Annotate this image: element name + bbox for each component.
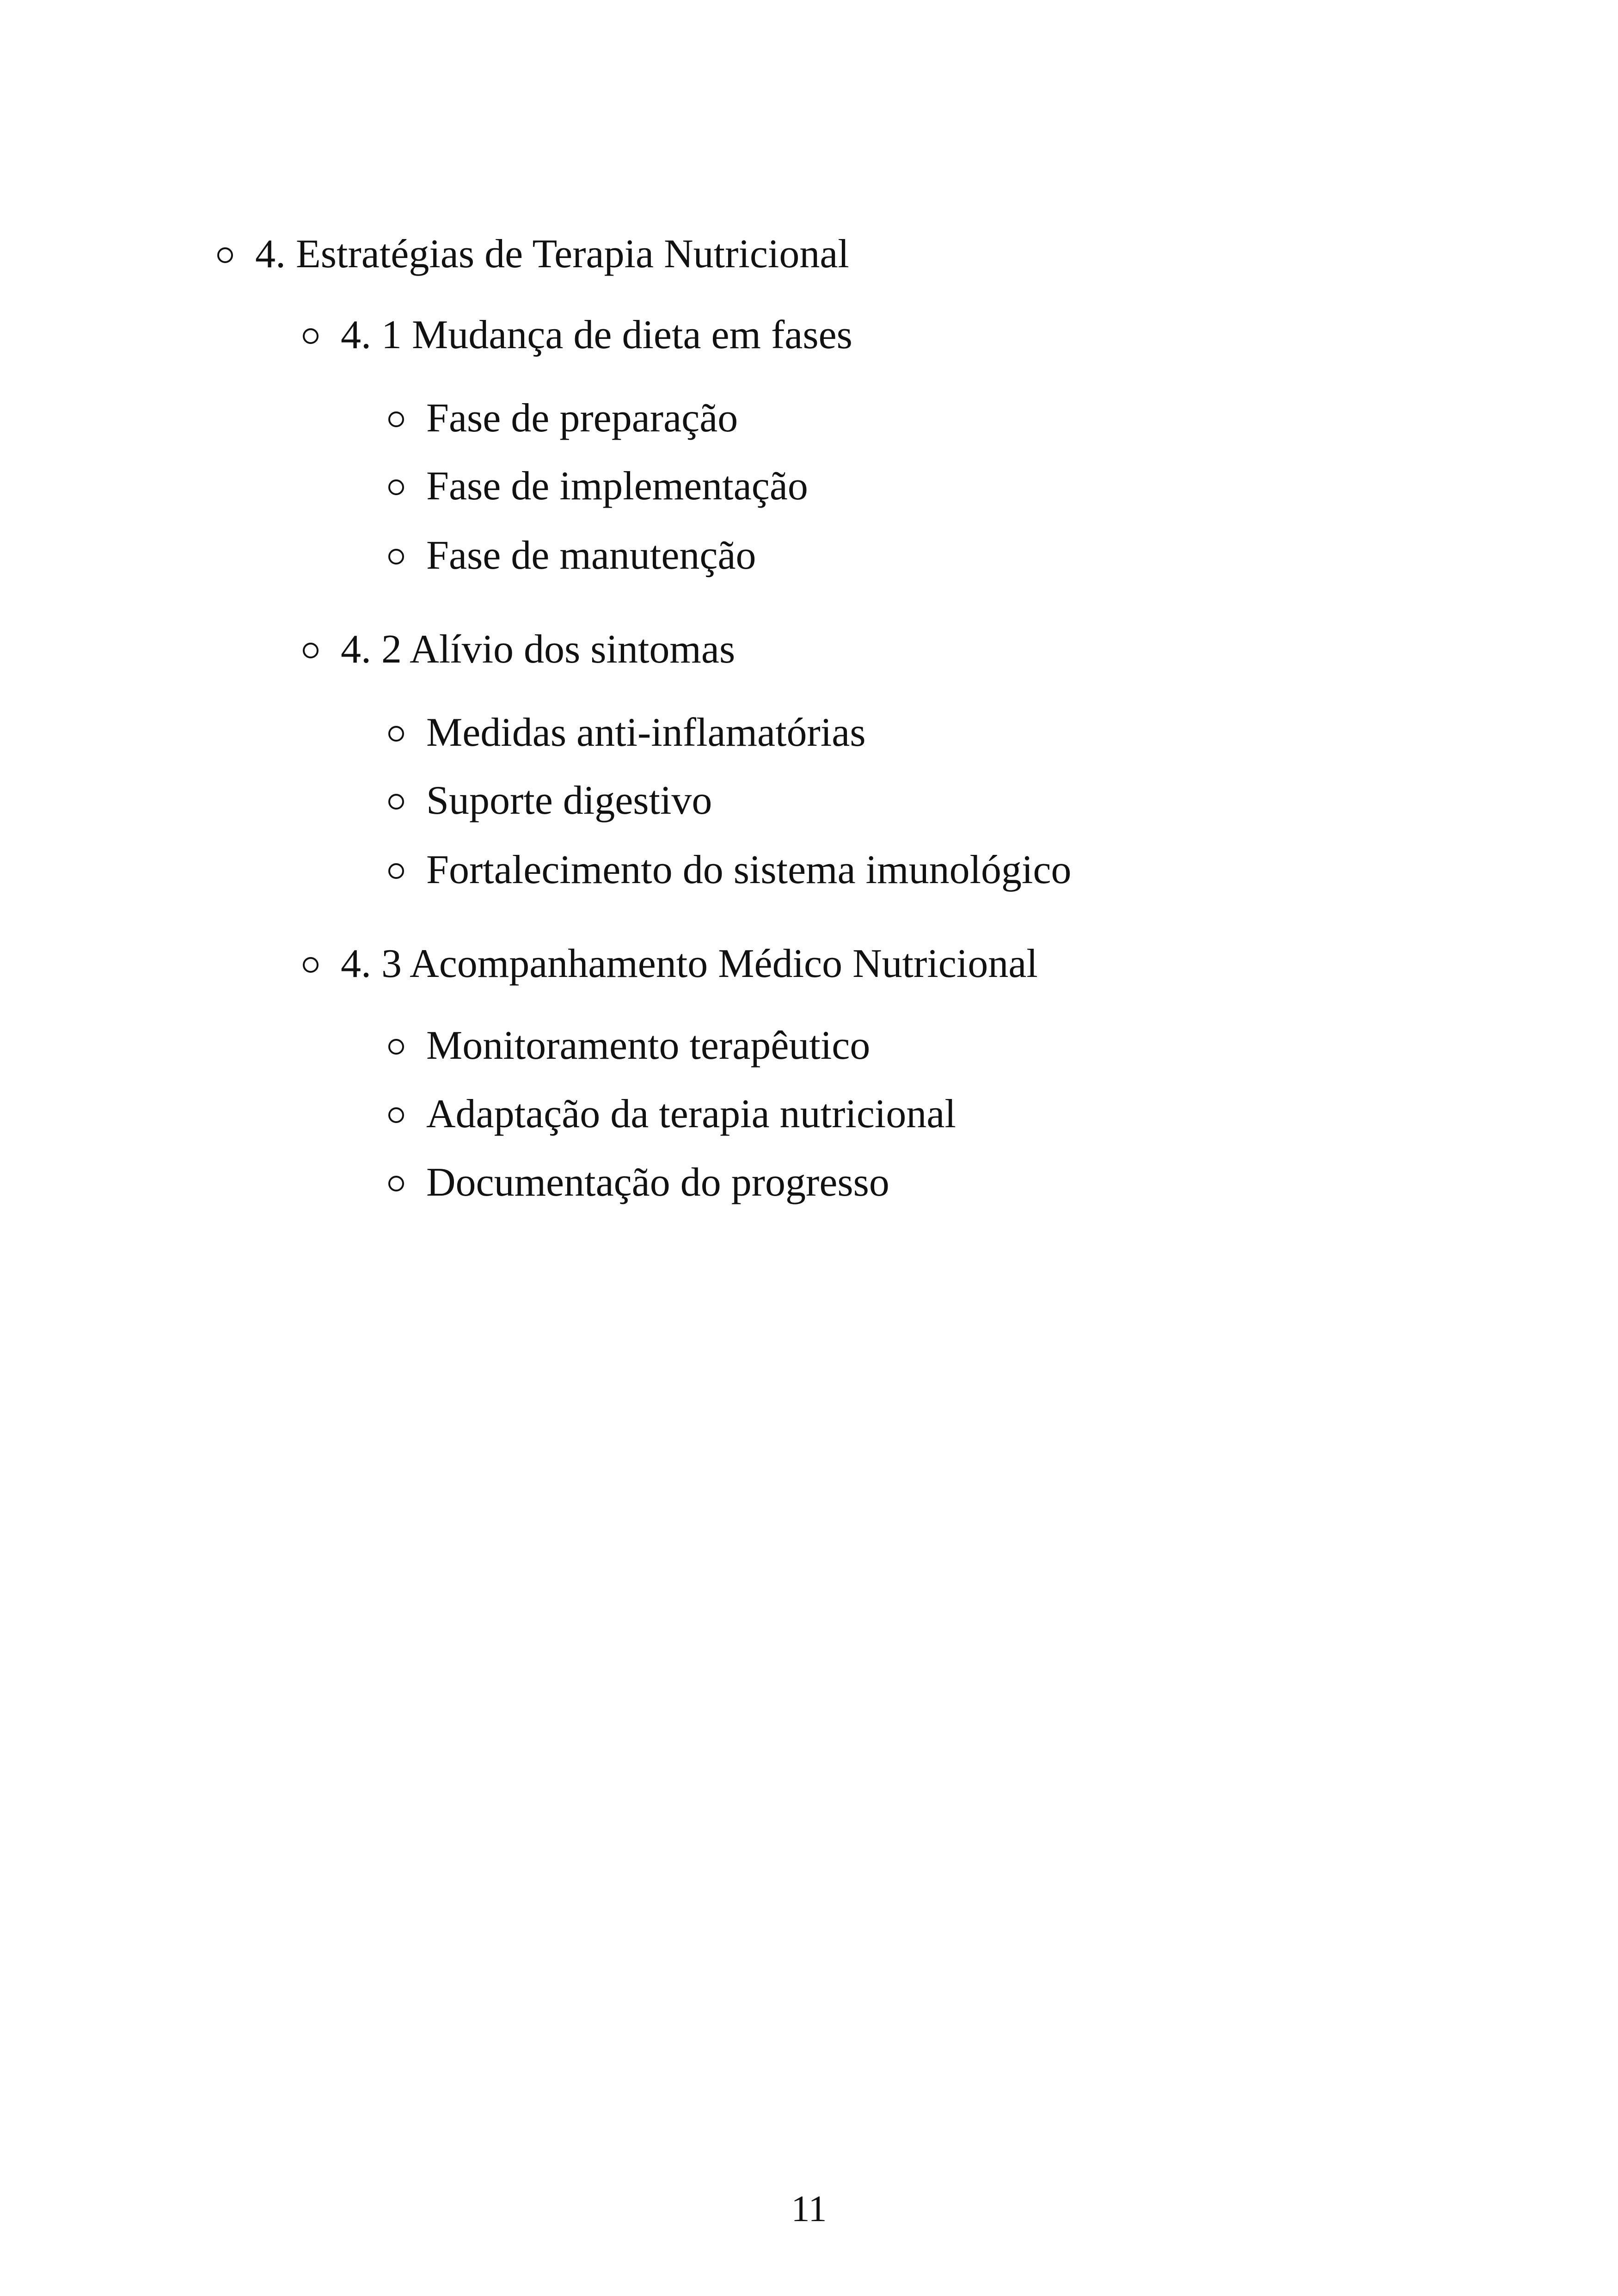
item-label: Fase de preparação	[426, 396, 738, 441]
outline-subsection	[303, 626, 735, 673]
hollow-circle-bullet-icon	[388, 863, 404, 879]
section-title: 4. Estratégias de Terapia Nutricional	[255, 232, 849, 276]
hollow-circle-bullet-icon	[388, 1039, 404, 1055]
hollow-circle-bullet-icon	[388, 1107, 404, 1123]
hollow-circle-bullet-icon	[388, 411, 404, 427]
item-label: Suporte digestivo	[426, 778, 712, 823]
item-label: Fortalecimento do sistema imunológico	[426, 847, 1072, 892]
item-label: Documentação do progresso	[426, 1160, 889, 1205]
item-label: Monitoramento terapêutico	[426, 1023, 870, 1068]
outline-subsection	[303, 941, 1038, 987]
subsection-title: 4. 1 Mudança de dieta em fases	[341, 313, 852, 357]
hollow-circle-bullet-icon	[388, 479, 404, 495]
hollow-circle-bullet-icon	[303, 957, 319, 973]
outline-section	[217, 231, 849, 277]
hollow-circle-bullet-icon	[388, 1176, 404, 1191]
outline-item	[388, 395, 738, 442]
hollow-circle-bullet-icon	[388, 794, 404, 810]
item-label: Fase de manutenção	[426, 533, 756, 578]
item-label: Fase de implementação	[426, 464, 808, 509]
hollow-circle-bullet-icon	[388, 726, 404, 742]
outline-item	[388, 463, 808, 510]
page-number: 11	[791, 2189, 827, 2229]
outline-subsection	[303, 312, 852, 358]
outline-item	[388, 847, 1072, 893]
outline-item	[388, 710, 866, 756]
hollow-circle-bullet-icon	[217, 247, 233, 263]
item-label: Medidas anti-inflamatórias	[426, 710, 866, 755]
outline-item	[388, 1023, 870, 1069]
item-label: Adaptação da terapia nutricional	[426, 1092, 956, 1136]
hollow-circle-bullet-icon	[388, 549, 404, 565]
subsection-title: 4. 2 Alívio dos sintomas	[341, 627, 735, 672]
outline-item	[388, 1091, 956, 1137]
hollow-circle-bullet-icon	[303, 643, 319, 658]
outline-item	[388, 533, 756, 579]
outline-item	[388, 1160, 889, 1206]
hollow-circle-bullet-icon	[303, 328, 319, 344]
outline-item	[388, 778, 712, 824]
subsection-title: 4. 3 Acompanhamento Médico Nutricional	[341, 941, 1038, 986]
